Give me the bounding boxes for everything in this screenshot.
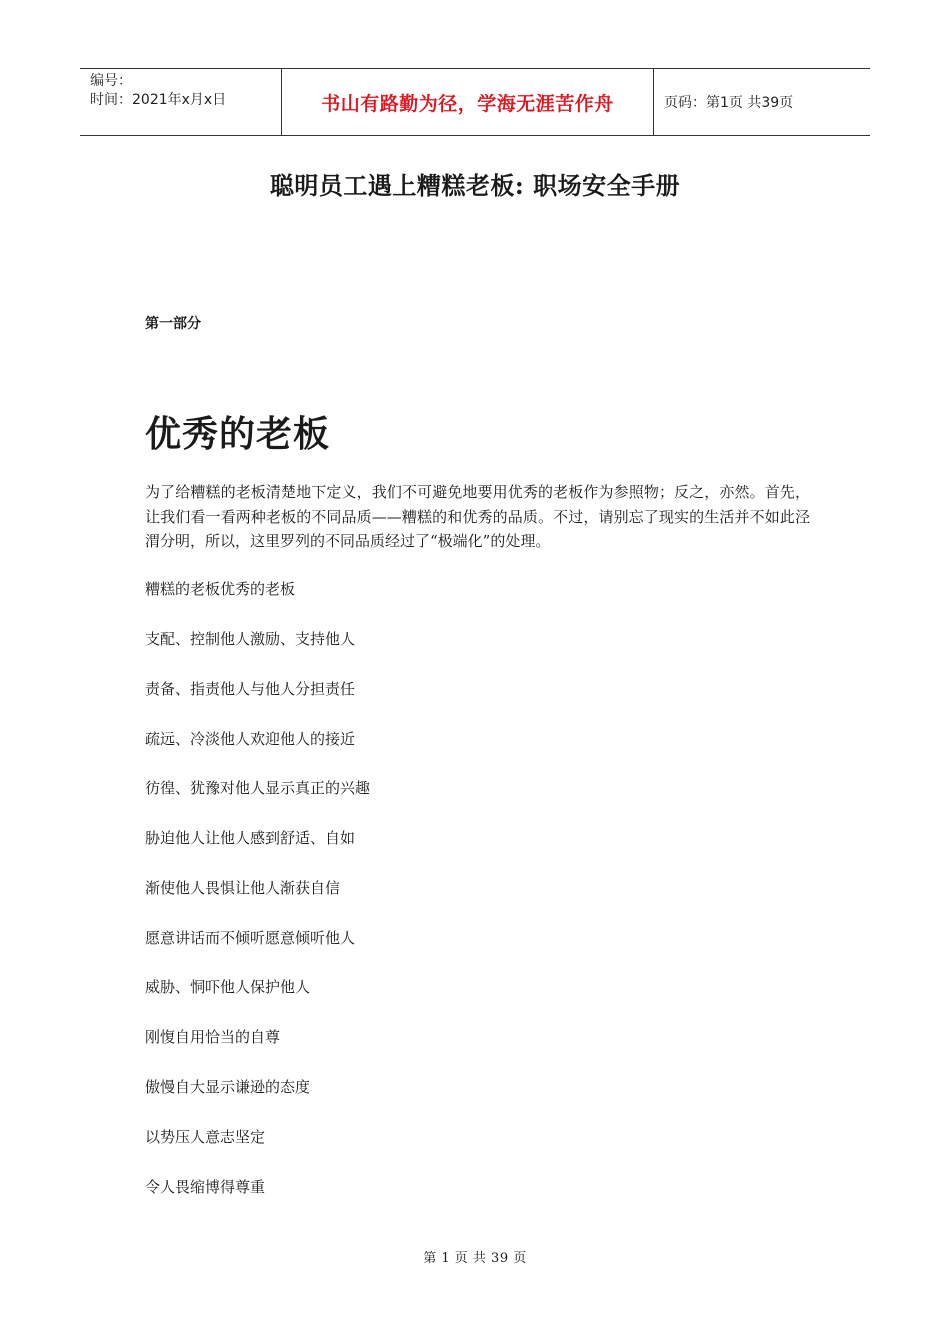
document-date: 时间：2021年x月x日	[90, 92, 227, 108]
header-meta	[80, 69, 281, 135]
comparison-line: 令人畏缩博得尊重	[145, 1178, 266, 1196]
comparison-line: 胁迫他人让他人感到舒适、自如	[145, 829, 356, 847]
comparison-line: 刚愎自用恰当的自尊	[145, 1028, 281, 1046]
header-page-info: 页码：第1页 共39页	[664, 95, 794, 111]
header-motto: 书山有路勤为径，学海无涯苦作舟	[281, 69, 654, 135]
document-number-label: 编号：	[90, 73, 132, 89]
comparison-line: 愿意讲话而不倾听愿意倾听他人	[145, 929, 356, 947]
comparison-line: 糟糕的老板优秀的老板	[145, 580, 296, 598]
intro-paragraph: 为了给糟糕的老板清楚地下定义，我们不可避免地要用优秀的老板作为参照物；反之，亦然。首先，让我们看一看两种老板的不同品质——糟糕的和优秀的品质。不过，请别忘了现实的生活并不如此泾渭分明，所以，这里罗列的不同品质经过了“极端化”的处理。	[145, 483, 810, 550]
page-footer: 第 1 页 共 39 页	[423, 1251, 527, 1266]
page-header	[80, 68, 870, 136]
part-label: 第一部分	[145, 316, 201, 332]
comparison-line: 以势压人意志坚定	[145, 1128, 266, 1146]
comparison-line: 支配、控制他人激励、支持他人	[145, 630, 356, 648]
comparison-line: 傲慢自大显示谦逊的态度	[145, 1078, 311, 1096]
comparison-line: 疏远、冷淡他人欢迎他人的接近	[145, 730, 356, 748]
comparison-line: 渐使他人畏惧让他人渐获自信	[145, 879, 341, 897]
comparison-line: 威胁、恫吓他人保护他人	[145, 978, 311, 996]
comparison-line: 彷徨、犹豫对他人显示真正的兴趣	[145, 779, 371, 797]
section-heading: 优秀的老板	[145, 413, 331, 455]
comparison-line: 责备、指责他人与他人分担责任	[145, 680, 356, 698]
document-title: 聪明员工遇上糟糕老板: 职场安全手册	[269, 171, 681, 200]
